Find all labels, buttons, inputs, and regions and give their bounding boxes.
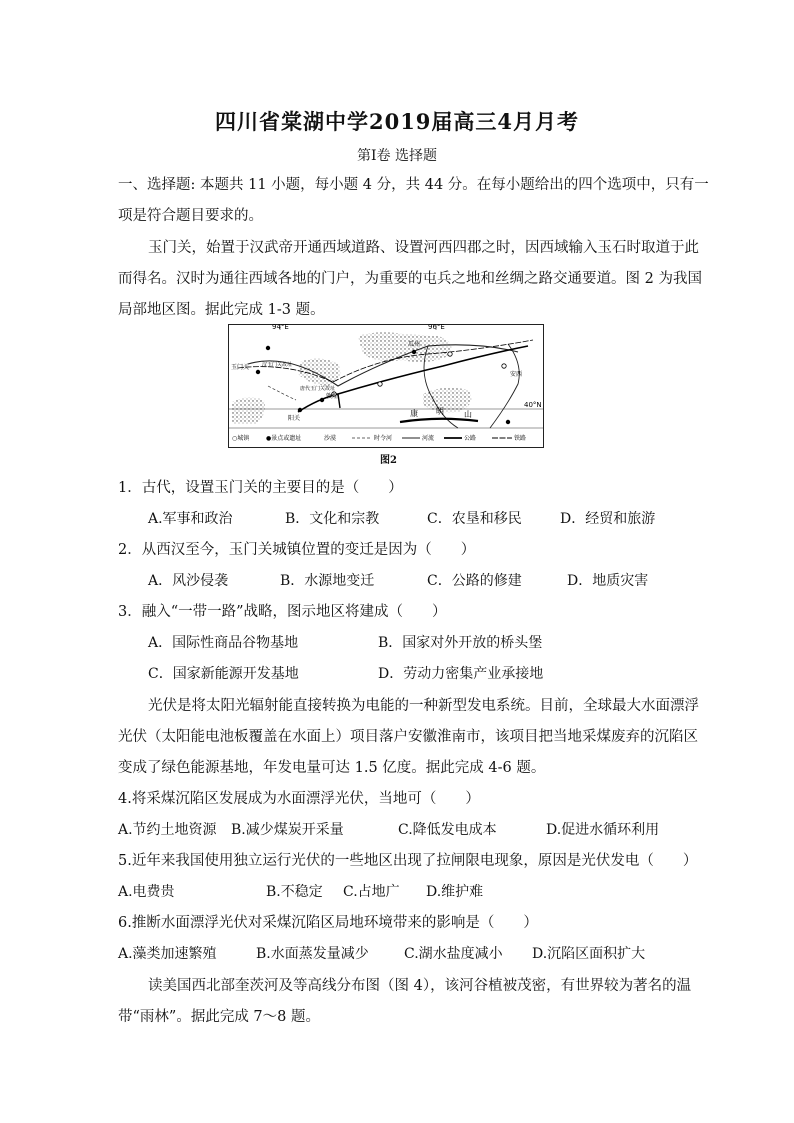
option-b: B．文化和宗教	[285, 511, 380, 527]
legend-seasonal: 时令河	[374, 435, 393, 442]
option-b: B.减少煤炭开采量	[231, 822, 344, 838]
option-d: D．经贸和旅游	[560, 511, 656, 527]
passage-line: 玉门关，始置于汉武帝开通西域道路、设置河西四郡之时，因西域输入玉石时取道于此	[148, 240, 699, 256]
desert-area-1	[358, 332, 451, 362]
option-c: C．国家新能源开发基地	[148, 666, 299, 682]
site-dot	[506, 420, 510, 424]
site-dot	[266, 346, 270, 350]
passage-line: 局部地区图。据此完成 1-3 题。	[118, 302, 325, 318]
option-c: C.湖水盐度减小	[404, 946, 503, 962]
passage-line: 光伏是将太阳光辐射能直接转换为电能的一种新型发电系统。目前，全球最大水面漂浮	[148, 698, 699, 714]
option-b: B．水源地变迁	[280, 573, 375, 589]
map-latitude-label: 40°N	[524, 401, 542, 409]
regional-map	[228, 324, 544, 448]
passage-line: 而得名。汉时为通往西域各地的门户，为重要的屯兵之地和丝绸之路交通要道。图 2 为我国	[118, 271, 702, 287]
map-place-label: 安西	[510, 371, 523, 378]
option-c: C.占地广	[343, 884, 400, 900]
option-b: B.不稳定	[266, 884, 323, 900]
option-a: A.藻类加速繁殖	[118, 946, 217, 962]
passage-line: 带“雨林”。据此完成 7～8 题。	[118, 1009, 320, 1025]
section-subtitle: 第Ⅰ卷 选择题	[357, 148, 437, 164]
site-dot	[412, 350, 416, 354]
option-d: D.促进水循环利用	[546, 822, 660, 838]
map-place-label: 汉玉门关故址	[262, 362, 293, 368]
town-dot	[448, 352, 452, 356]
option-c: C．农垦和移民	[427, 511, 522, 527]
option-d: D．劳动力密集产业承接地	[378, 666, 544, 682]
passage-line: 读美国西北部奎茨河及等高线分布图（图 4），该河谷植被茂密，有世界较为著名的温	[148, 978, 692, 994]
map-longitude-label: 96°E	[428, 324, 445, 331]
legend-town: ○城镇	[232, 435, 250, 442]
town-dot	[502, 364, 506, 368]
passage-line: 光伏（太阳能电池板覆盖在水面上）项目落户安徽淮南市，该项目把当地采煤废弃的沉陷区	[118, 729, 698, 745]
option-c: C．公路的修建	[427, 573, 522, 589]
option-c: C.降低发电成本	[398, 822, 497, 838]
map-mountain-char: 明	[436, 407, 444, 416]
option-a: A．风沙侵袭	[148, 573, 229, 589]
option-d: D．地质灾害	[567, 573, 649, 589]
intro-line: 一、选择题: 本题共 11 小题，每小题 4 分，共 44 分。在每小题给出的四个选项中，只有一	[118, 177, 709, 193]
town-dot	[378, 382, 382, 386]
map-longitude-label: 94°E	[272, 324, 289, 331]
option-a: A.节约土地资源	[118, 822, 217, 838]
map-mountain-char: 山	[464, 410, 472, 419]
desert-area-4	[423, 388, 471, 413]
question-stem: 2．从西汉至今，玉门关城镇位置的变迁是因为（ ）	[118, 542, 476, 558]
question-stem: 5.近年来我国使用独立运行光伏的一些地区出现了拉闸限电现象，原因是光伏发电（ ）	[118, 853, 698, 869]
map-place-label: 玉门关	[231, 364, 250, 371]
option-a: A．国际性商品谷物基地	[148, 635, 299, 651]
map-place-label: 瓜州	[408, 341, 421, 348]
option-a: A.军事和政治	[148, 511, 233, 527]
question-stem: 1．古代，设置玉门关的主要目的是（ ）	[118, 480, 403, 496]
map-place-label: 唐代玉门关故址	[300, 386, 336, 392]
option-b: B.水面蒸发量减少	[256, 946, 369, 962]
question-stem: 6.推断水面漂浮光伏对采煤沉陷区局地环境带来的影响是（ ）	[118, 915, 538, 931]
map-place-label: 阳关	[288, 415, 301, 422]
legend-desert: 沙漠	[324, 435, 337, 442]
passage-line: 变成了绿色能源基地，年发电量可达 1.5 亿度。据此完成 4-6 题。	[118, 760, 546, 776]
option-d: D.维护难	[426, 884, 484, 900]
site-dot	[320, 398, 324, 402]
site-dot	[298, 408, 302, 412]
site-dot	[256, 370, 260, 374]
option-b: B．国家对外开放的桥头堡	[378, 635, 543, 651]
option-d: D.沉陷区面积扩大	[532, 946, 646, 962]
figure-caption: 图2	[380, 455, 397, 466]
legend-site: ●景点或遗址	[266, 435, 302, 442]
page-title: 四川省棠湖中学2019届高三4月月考	[214, 109, 580, 134]
option-a: A.电费贵	[118, 884, 175, 900]
legend-river: 河流	[422, 435, 435, 442]
map-place-label: 敦煌	[326, 393, 339, 400]
question-stem: 3．融入“一带一路”战略，图示地区将建成（ ）	[118, 604, 447, 620]
intro-line: 项是符合题目要求的。	[118, 208, 263, 224]
legend-rail: 铁路	[514, 435, 527, 442]
legend-road: 公路	[464, 435, 477, 442]
map-mountain-char: 康	[410, 409, 418, 418]
question-stem: 4.将采煤沉陷区发展成为水面漂浮光伏，当地可（ ）	[118, 791, 480, 807]
